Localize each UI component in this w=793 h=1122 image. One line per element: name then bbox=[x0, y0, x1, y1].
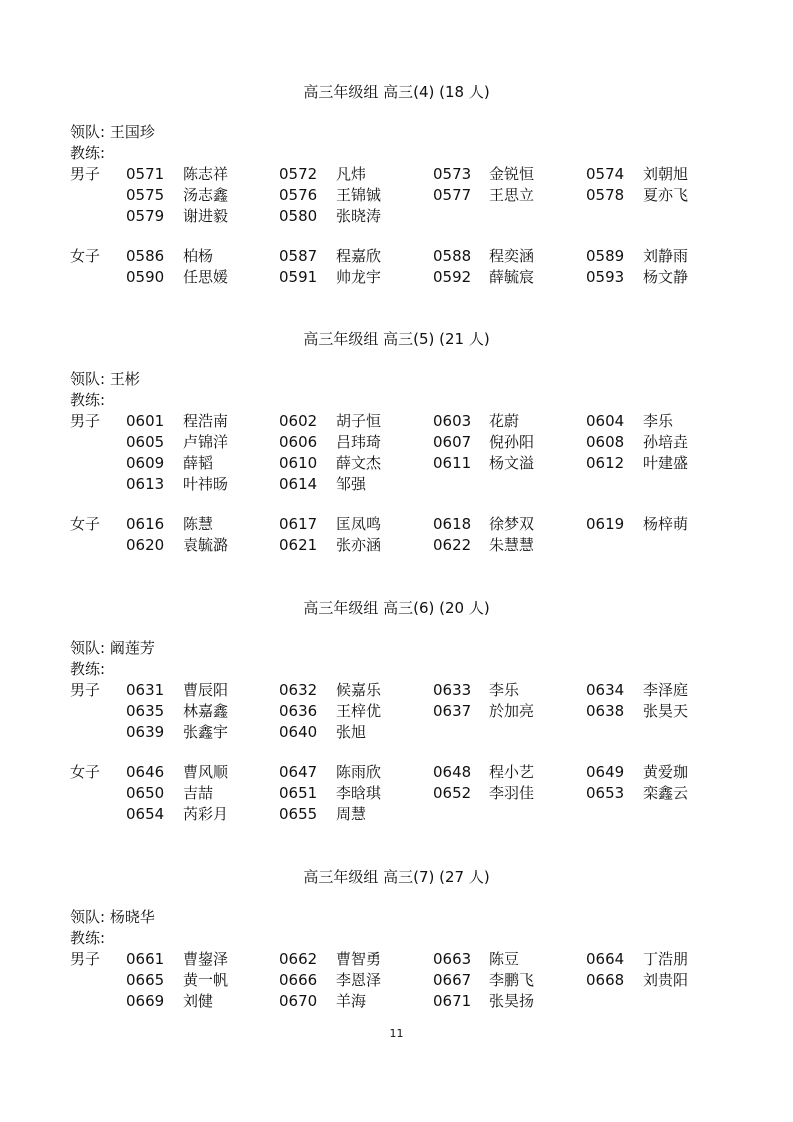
roster-row bbox=[0, 432, 793, 453]
leader-label: 领队: bbox=[70, 370, 106, 388]
athlete-number: 0639 bbox=[126, 723, 165, 741]
section-title: 高三年级组 高三(6) (20 人) bbox=[303, 599, 490, 617]
athlete-name: 李乐 bbox=[643, 412, 674, 430]
athlete-name: 曹鋆泽 bbox=[183, 950, 229, 968]
athlete-name: 陈慧 bbox=[183, 515, 214, 533]
athlete-name: 卢锦洋 bbox=[183, 433, 229, 451]
athlete-name: 王思立 bbox=[489, 186, 535, 204]
athlete-number: 0640 bbox=[279, 723, 318, 741]
athlete-number: 0614 bbox=[279, 475, 318, 493]
athlete-name: 栾鑫云 bbox=[643, 784, 689, 802]
athlete-name: 李泽庭 bbox=[643, 681, 689, 699]
coach-label: 教练: bbox=[70, 929, 106, 947]
section-title: 高三年级组 高三(4) (18 人) bbox=[303, 83, 490, 101]
athlete-name: 朱慧慧 bbox=[489, 536, 535, 554]
athlete-name: 黄爱珈 bbox=[643, 763, 689, 781]
athlete-number: 0618 bbox=[433, 515, 472, 533]
coach-label: 教练: bbox=[70, 391, 106, 409]
athlete-name: 帅龙宇 bbox=[336, 268, 382, 286]
athlete-name: 李乐 bbox=[489, 681, 520, 699]
athlete-name: 李晗琪 bbox=[336, 784, 382, 802]
athlete-name: 薛毓宸 bbox=[489, 268, 535, 286]
roster-row bbox=[0, 804, 793, 825]
athlete-name: 薛韬 bbox=[183, 454, 214, 472]
athlete-number: 0591 bbox=[279, 268, 318, 286]
leader-line bbox=[70, 638, 155, 658]
athlete-number: 0577 bbox=[433, 186, 472, 204]
page-number: 11 bbox=[389, 1027, 404, 1040]
athlete-name: 曹风顺 bbox=[183, 763, 229, 781]
athlete-name: 袁毓潞 bbox=[183, 536, 229, 554]
athlete-name: 程浩南 bbox=[183, 412, 229, 430]
roster-row bbox=[0, 267, 793, 288]
athlete-number: 0671 bbox=[433, 992, 472, 1010]
group-label: 男子 bbox=[70, 412, 101, 430]
athlete-name: 陈豆 bbox=[489, 950, 520, 968]
roster-row bbox=[0, 474, 793, 495]
athlete-number: 0649 bbox=[586, 763, 625, 781]
athlete-number: 0579 bbox=[126, 207, 165, 225]
roster-row bbox=[0, 701, 793, 722]
leader-name: 阚莲芳 bbox=[109, 639, 155, 657]
athlete-name: 曹辰阳 bbox=[183, 681, 229, 699]
athlete-name: 张亦涵 bbox=[336, 536, 382, 554]
athlete-number: 0638 bbox=[586, 702, 625, 720]
athlete-name: 刘静雨 bbox=[643, 247, 689, 265]
athlete-name: 刘健 bbox=[183, 992, 214, 1010]
athlete-number: 0602 bbox=[279, 412, 318, 430]
leader-line bbox=[70, 369, 140, 389]
athlete-number: 0666 bbox=[279, 971, 318, 989]
athlete-number: 0652 bbox=[433, 784, 472, 802]
athlete-number: 0632 bbox=[279, 681, 318, 699]
athlete-number: 0617 bbox=[279, 515, 318, 533]
leader-name: 杨晓华 bbox=[109, 908, 155, 926]
athlete-number: 0574 bbox=[586, 165, 625, 183]
athlete-number: 0611 bbox=[433, 454, 472, 472]
athlete-number: 0593 bbox=[586, 268, 625, 286]
athlete-number: 0589 bbox=[586, 247, 625, 265]
coach-label: 教练: bbox=[70, 144, 106, 162]
athlete-number: 0622 bbox=[433, 536, 472, 554]
athlete-name: 於加亮 bbox=[489, 702, 535, 720]
athlete-number: 0663 bbox=[433, 950, 472, 968]
athlete-number: 0576 bbox=[279, 186, 318, 204]
athlete-name: 张昊天 bbox=[643, 702, 689, 720]
athlete-number: 0619 bbox=[586, 515, 625, 533]
athlete-name: 陈志祥 bbox=[183, 165, 229, 183]
athlete-name: 丁浩朋 bbox=[643, 950, 689, 968]
roster-row bbox=[0, 970, 793, 991]
athlete-name: 柏杨 bbox=[183, 247, 214, 265]
roster-row bbox=[0, 949, 793, 970]
athlete-number: 0651 bbox=[279, 784, 318, 802]
athlete-number: 0621 bbox=[279, 536, 318, 554]
athlete-number: 0603 bbox=[433, 412, 472, 430]
athlete-number: 0586 bbox=[126, 247, 165, 265]
athlete-number: 0668 bbox=[586, 971, 625, 989]
athlete-name: 倪孙阳 bbox=[489, 433, 535, 451]
athlete-name: 王锦铖 bbox=[336, 186, 382, 204]
athlete-number: 0635 bbox=[126, 702, 165, 720]
leader-label: 领队: bbox=[70, 908, 106, 926]
athlete-number: 0667 bbox=[433, 971, 472, 989]
leader-name: 王彬 bbox=[109, 370, 140, 388]
athlete-name: 张晓涛 bbox=[336, 207, 382, 225]
athlete-name: 张昊扬 bbox=[489, 992, 535, 1010]
athlete-number: 0610 bbox=[279, 454, 318, 472]
roster-row bbox=[0, 453, 793, 474]
athlete-number: 0636 bbox=[279, 702, 318, 720]
roster-row bbox=[0, 762, 793, 783]
athlete-number: 0578 bbox=[586, 186, 625, 204]
roster-row bbox=[0, 206, 793, 227]
athlete-number: 0608 bbox=[586, 433, 625, 451]
group-label: 男子 bbox=[70, 681, 101, 699]
athlete-number: 0631 bbox=[126, 681, 165, 699]
leader-line bbox=[70, 907, 155, 927]
athlete-name: 任思媛 bbox=[183, 268, 229, 286]
athlete-name: 叶建盛 bbox=[643, 454, 689, 472]
athlete-number: 0580 bbox=[279, 207, 318, 225]
athlete-name: 吕玮琦 bbox=[336, 433, 382, 451]
athlete-name: 匡凤鸣 bbox=[336, 515, 382, 533]
athlete-name: 凡炜 bbox=[336, 165, 367, 183]
athlete-number: 0616 bbox=[126, 515, 165, 533]
athlete-name: 程小艺 bbox=[489, 763, 535, 781]
roster-row bbox=[0, 535, 793, 556]
athlete-number: 0613 bbox=[126, 475, 165, 493]
athlete-number: 0604 bbox=[586, 412, 625, 430]
athlete-name: 陈雨欣 bbox=[336, 763, 382, 781]
roster-row bbox=[0, 514, 793, 535]
roster-row bbox=[0, 991, 793, 1012]
athlete-name: 刘贵阳 bbox=[643, 971, 689, 989]
athlete-name: 张旭 bbox=[336, 723, 367, 741]
athlete-number: 0637 bbox=[433, 702, 472, 720]
athlete-name: 程嘉欣 bbox=[336, 247, 382, 265]
athlete-name: 林嘉鑫 bbox=[183, 702, 229, 720]
athlete-name: 李羽佳 bbox=[489, 784, 535, 802]
athlete-name: 杨文溢 bbox=[489, 454, 535, 472]
athlete-name: 金锐恒 bbox=[489, 165, 535, 183]
athlete-name: 邹强 bbox=[336, 475, 367, 493]
athlete-name: 李恩泽 bbox=[336, 971, 382, 989]
group-label: 男子 bbox=[70, 165, 101, 183]
athlete-number: 0648 bbox=[433, 763, 472, 781]
athlete-number: 0662 bbox=[279, 950, 318, 968]
athlete-name: 薛文杰 bbox=[336, 454, 382, 472]
athlete-number: 0612 bbox=[586, 454, 625, 472]
athlete-name: 羊海 bbox=[336, 992, 367, 1010]
athlete-number: 0592 bbox=[433, 268, 472, 286]
athlete-number: 0647 bbox=[279, 763, 318, 781]
athlete-number: 0634 bbox=[586, 681, 625, 699]
roster-row bbox=[0, 783, 793, 804]
group-label: 女子 bbox=[70, 247, 101, 265]
athlete-number: 0655 bbox=[279, 805, 318, 823]
athlete-name: 花蔚 bbox=[489, 412, 520, 430]
athlete-number: 0607 bbox=[433, 433, 472, 451]
section-title: 高三年级组 高三(7) (27 人) bbox=[303, 868, 490, 886]
athlete-number: 0609 bbox=[126, 454, 165, 472]
athlete-name: 杨文静 bbox=[643, 268, 689, 286]
athlete-name: 候嘉乐 bbox=[336, 681, 382, 699]
athlete-number: 0650 bbox=[126, 784, 165, 802]
group-label: 女子 bbox=[70, 763, 101, 781]
athlete-name: 胡子恒 bbox=[336, 412, 382, 430]
athlete-name: 杨梓萌 bbox=[643, 515, 689, 533]
athlete-name: 汤志鑫 bbox=[183, 186, 229, 204]
roster-row bbox=[0, 722, 793, 743]
roster-row bbox=[0, 411, 793, 432]
athlete-number: 0653 bbox=[586, 784, 625, 802]
athlete-number: 0665 bbox=[126, 971, 165, 989]
athlete-number: 0573 bbox=[433, 165, 472, 183]
athlete-number: 0605 bbox=[126, 433, 165, 451]
roster-row bbox=[0, 164, 793, 185]
athlete-name: 吉喆 bbox=[183, 784, 214, 802]
athlete-number: 0587 bbox=[279, 247, 318, 265]
athlete-name: 徐梦双 bbox=[489, 515, 535, 533]
leader-name: 王国珍 bbox=[109, 123, 155, 141]
group-label: 男子 bbox=[70, 950, 101, 968]
athlete-number: 0572 bbox=[279, 165, 318, 183]
athlete-number: 0633 bbox=[433, 681, 472, 699]
athlete-name: 芮彩月 bbox=[183, 805, 229, 823]
athlete-number: 0664 bbox=[586, 950, 625, 968]
athlete-name: 周慧 bbox=[336, 805, 367, 823]
athlete-number: 0646 bbox=[126, 763, 165, 781]
athlete-name: 程奕涵 bbox=[489, 247, 535, 265]
athlete-name: 张鑫宇 bbox=[183, 723, 229, 741]
section-title: 高三年级组 高三(5) (21 人) bbox=[303, 330, 490, 348]
athlete-number: 0654 bbox=[126, 805, 165, 823]
athlete-name: 李鹏飞 bbox=[489, 971, 535, 989]
athlete-name: 刘朝旭 bbox=[643, 165, 689, 183]
athlete-name: 王梓优 bbox=[336, 702, 382, 720]
roster-row bbox=[0, 185, 793, 206]
athlete-name: 孙培垚 bbox=[643, 433, 689, 451]
athlete-number: 0601 bbox=[126, 412, 165, 430]
coach-label: 教练: bbox=[70, 660, 106, 678]
athlete-number: 0661 bbox=[126, 950, 165, 968]
athlete-name: 叶祎旸 bbox=[183, 475, 229, 493]
leader-label: 领队: bbox=[70, 123, 106, 141]
athlete-name: 谢进毅 bbox=[183, 207, 229, 225]
athlete-number: 0606 bbox=[279, 433, 318, 451]
athlete-name: 夏亦飞 bbox=[643, 186, 689, 204]
athlete-name: 黄一帆 bbox=[183, 971, 229, 989]
athlete-number: 0620 bbox=[126, 536, 165, 554]
athlete-number: 0575 bbox=[126, 186, 165, 204]
athlete-number: 0670 bbox=[279, 992, 318, 1010]
athlete-number: 0669 bbox=[126, 992, 165, 1010]
roster-row bbox=[0, 680, 793, 701]
athlete-number: 0590 bbox=[126, 268, 165, 286]
athlete-number: 0571 bbox=[126, 165, 165, 183]
leader-label: 领队: bbox=[70, 639, 106, 657]
leader-line bbox=[70, 122, 155, 142]
roster-row bbox=[0, 246, 793, 267]
athlete-name: 曹智勇 bbox=[336, 950, 382, 968]
athlete-number: 0588 bbox=[433, 247, 472, 265]
group-label: 女子 bbox=[70, 515, 101, 533]
